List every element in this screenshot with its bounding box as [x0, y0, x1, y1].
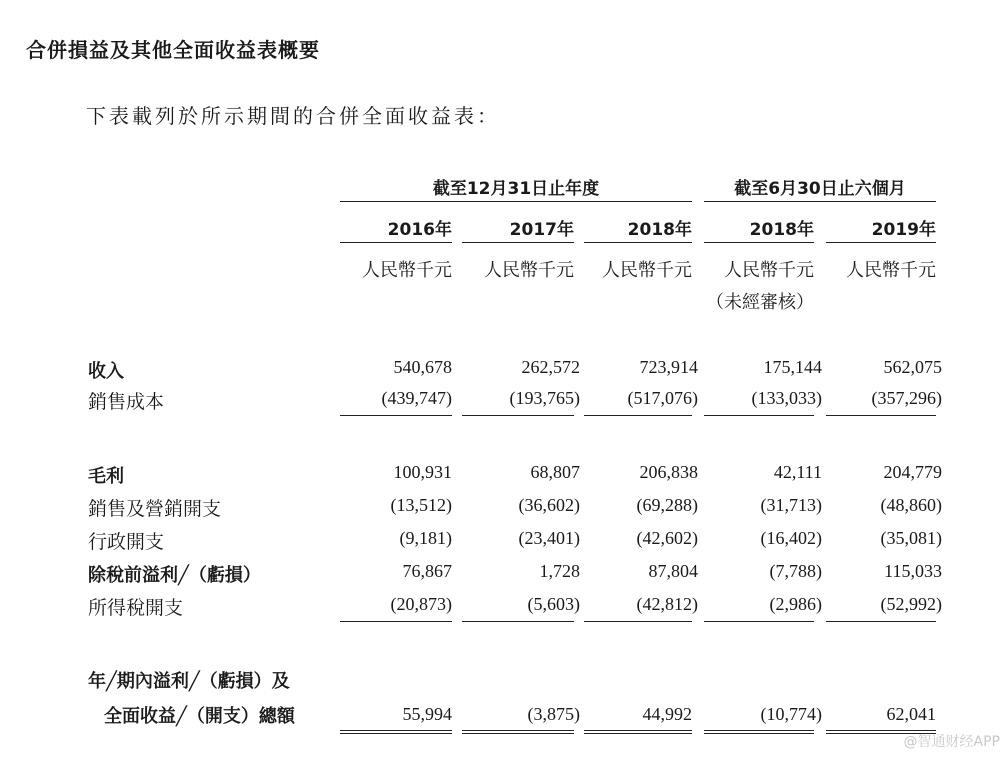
subtotal-underline	[584, 621, 692, 622]
column-unit: 人民幣千元	[724, 260, 814, 281]
total-double-underline	[584, 730, 692, 731]
row-label: 銷售成本	[88, 391, 165, 413]
column-year-2016: 2016年	[387, 220, 452, 240]
cell-value: (7,788)	[769, 561, 822, 581]
subtotal-underline	[340, 621, 452, 622]
total-value: (3,875)	[527, 704, 580, 724]
subtotal-underline	[340, 415, 452, 416]
cell-value: 175,144	[763, 357, 822, 377]
cell-value: 206,838	[639, 462, 698, 482]
column-year-2017: 2017年	[509, 220, 574, 240]
total-double-underline	[704, 730, 814, 731]
total-value: (10,774)	[760, 704, 822, 724]
cell-value: 115,033	[884, 561, 942, 581]
cell-value: (23,401)	[518, 528, 580, 548]
cell-value: (357,296)	[871, 388, 942, 408]
cell-value: (42,602)	[636, 528, 698, 548]
unaudited-note: （未經審核）	[706, 292, 814, 313]
year-underline	[704, 242, 814, 243]
row-label: 行政開支	[88, 531, 165, 553]
total-value: 44,992	[642, 704, 692, 724]
total-label-line2: 全面收益╱（開支）總額	[104, 706, 295, 727]
row-label: 收入	[88, 361, 124, 382]
year-underline	[826, 242, 936, 243]
year-underline	[462, 242, 574, 243]
column-unit: 人民幣千元	[602, 260, 692, 281]
subtotal-underline	[826, 621, 936, 622]
subtotal-underline	[462, 621, 574, 622]
cell-value: 562,075	[883, 357, 942, 377]
column-unit: 人民幣千元	[484, 260, 574, 281]
cell-value: (31,713)	[760, 495, 822, 515]
row-label: 銷售及營銷開支	[88, 498, 222, 520]
section-title: 合併損益及其他全面收益表概要	[26, 38, 320, 62]
column-unit: 人民幣千元	[846, 260, 936, 281]
cell-value: (52,992)	[880, 594, 942, 614]
total-value: 55,994	[402, 704, 452, 724]
cell-value: (9,181)	[399, 528, 452, 548]
group-header-annual: 截至12月31日止年度	[432, 179, 600, 199]
cell-value: 87,804	[648, 561, 698, 581]
cell-value: (13,512)	[390, 495, 452, 515]
cell-value: 1,728	[539, 561, 580, 581]
cell-value: 68,807	[530, 462, 580, 482]
subtotal-underline	[584, 415, 692, 416]
cell-value: (2,986)	[769, 594, 822, 614]
cell-value: (16,402)	[760, 528, 822, 548]
group-divider-halfyear	[704, 201, 936, 202]
cell-value: (69,288)	[636, 495, 698, 515]
cell-value: 262,572	[521, 357, 580, 377]
column-year-2018: 2018年	[627, 220, 692, 240]
cell-value: (48,860)	[880, 495, 942, 515]
cell-value: 540,678	[393, 357, 452, 377]
cell-value: (5,603)	[527, 594, 580, 614]
row-label: 除稅前溢利╱（虧損）	[88, 565, 261, 586]
total-label-line1: 年╱期內溢利╱（虧損）及	[88, 671, 290, 692]
cell-value: (517,076)	[627, 388, 698, 408]
cell-value: 723,914	[639, 357, 698, 377]
subtotal-underline	[462, 415, 574, 416]
cell-value: (42,812)	[636, 594, 698, 614]
row-label: 毛利	[88, 466, 124, 487]
year-underline	[584, 242, 692, 243]
column-unit: 人民幣千元	[362, 260, 452, 281]
cell-value: 100,931	[393, 462, 452, 482]
cell-value: (36,602)	[518, 495, 580, 515]
cell-value: (439,747)	[381, 388, 452, 408]
cell-value: (20,873)	[390, 594, 452, 614]
cell-value: 42,111	[773, 462, 822, 482]
year-underline	[340, 242, 452, 243]
cell-value: 204,779	[883, 462, 942, 482]
subtotal-underline	[704, 621, 814, 622]
subtotal-underline	[704, 415, 814, 416]
watermark-text: @智通财经APP	[903, 734, 1000, 750]
cell-value: (193,765)	[509, 388, 580, 408]
total-double-underline	[462, 730, 574, 731]
row-label: 所得稅開支	[88, 597, 184, 619]
total-double-underline	[340, 730, 452, 731]
column-year-2019-h1: 2019年	[871, 220, 936, 240]
subtotal-underline	[826, 415, 936, 416]
cell-value: (133,033)	[751, 388, 822, 408]
group-divider-annual	[340, 201, 692, 202]
total-value: 62,041	[886, 704, 936, 724]
cell-value: 76,867	[402, 561, 452, 581]
column-year-2018-h1: 2018年	[749, 220, 814, 240]
intro-text: 下表載列於所示期間的合併全面收益表：	[86, 104, 500, 128]
group-header-halfyear: 截至6月30日止六個月	[734, 179, 906, 199]
cell-value: (35,081)	[880, 528, 942, 548]
